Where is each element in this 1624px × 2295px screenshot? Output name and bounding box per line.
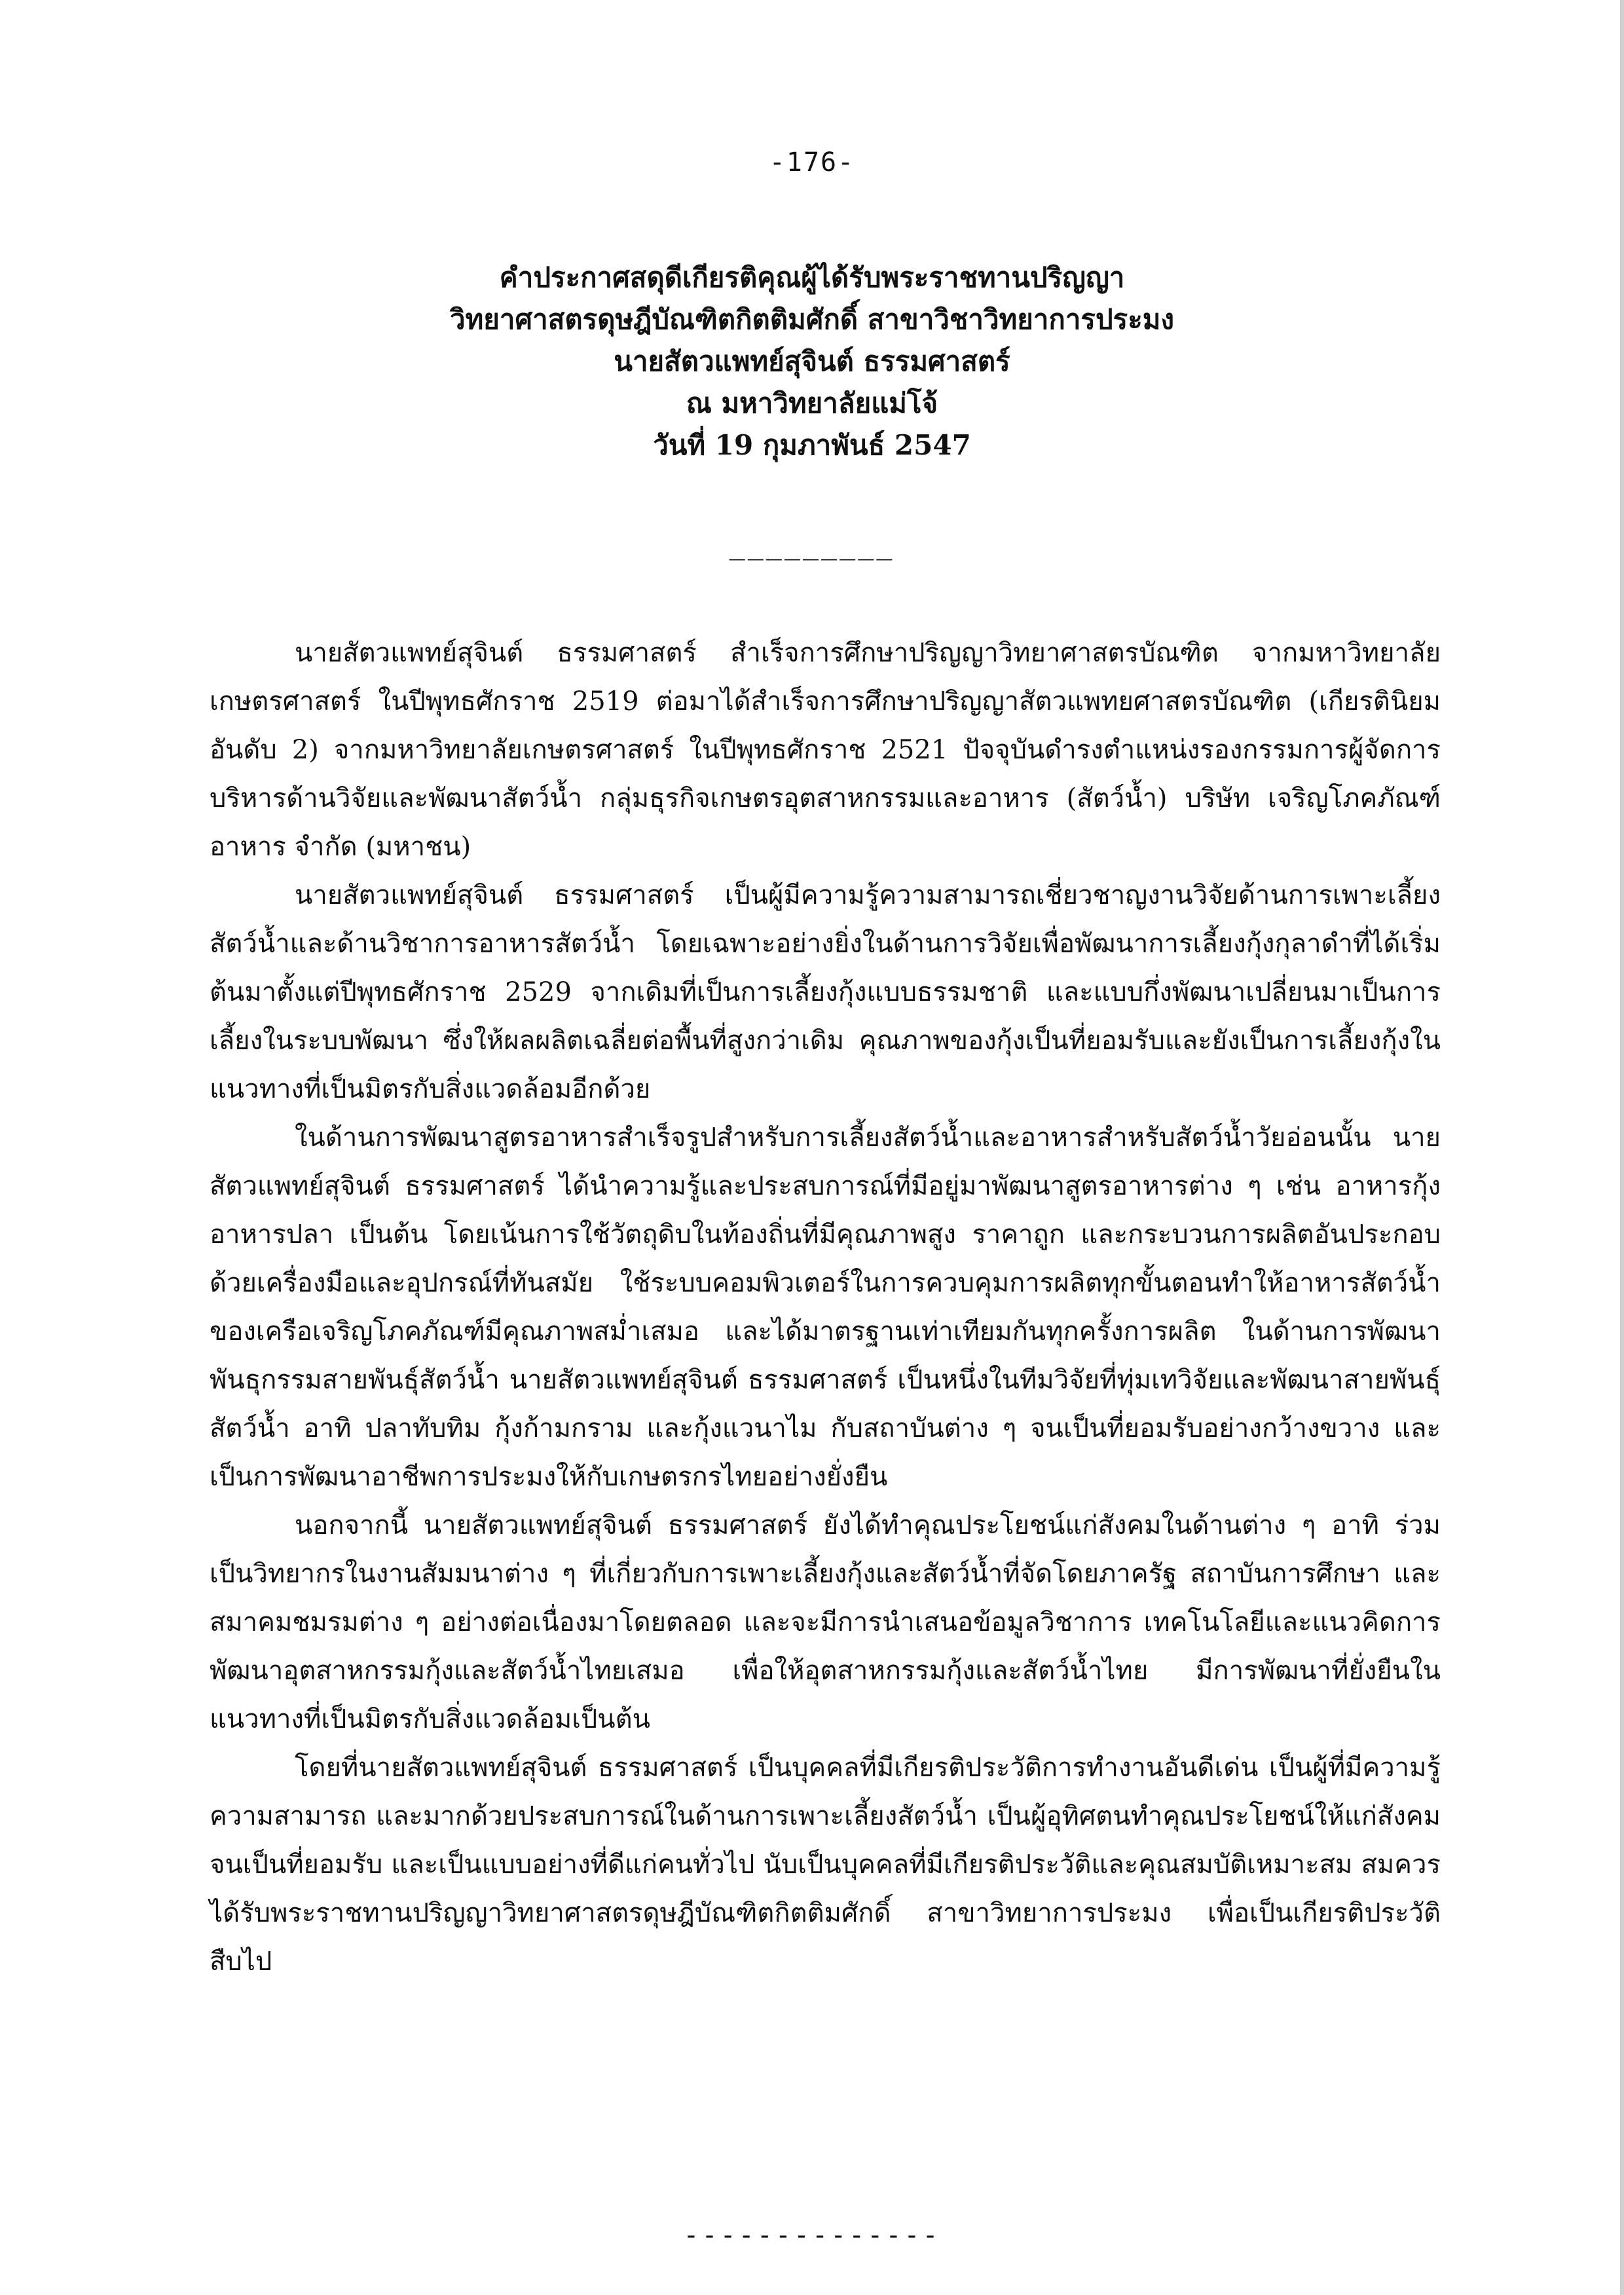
- paragraph-expertise: นายสัตวแพทย์สุจินต์ ธรรมศาสตร์ เป็นผู้มีความรู้ความสามารถเชี่ยวชาญงานวิจัยด้านการเพาะเลี้ยงสัตว์น้ำและด้านวิชาการอาหารสัตว์น้ำ โดยเฉพาะอย่างยิ่งในด้านการวิจัยเพื่อพัฒนาการเลี้ยงกุ้งกุลาดำที่ได้เริ่มต้นมาตั้งแต่ปีพุทธศักราช 2529 จากเดิมที่เป็นการเลี้ยงกุ้งแบบธรรมชาติ และแบบกึ่งพัฒนาเปลี่ยนมาเป็นการเลี้ยงในระบบพัฒนา ซึ่งให้ผลผลิตเฉลี่ยต่อพื้นที่สูงกว่าเดิม คุณภาพของกุ้งเป็นที่ยอมรับและยังเป็นการเลี้ยงกุ้งในแนวทางที่เป็นมิตรกับสิ่งแวดล้อมอีกด้วย: [210, 880, 1441, 1104]
- title-divider: _________: [729, 531, 895, 561]
- title-line-university: ณ มหาวิทยาลัยแม่โจ้: [686, 387, 938, 419]
- title-line-degree: วิทยาศาสตรดุษฎีบัณฑิตกิตติมศักดิ์ สาขาวิชาวิทยาการประมง: [450, 303, 1174, 335]
- document-title: [196, 257, 1428, 466]
- paragraph-social-contribution: นอกจากนี้ นายสัตวแพทย์สุจินต์ ธรรมศาสตร์ ยังได้ทำคุณประโยชน์แก่สังคมในด้านต่าง ๆ อาทิ ร่วมเป็นวิทยากรในงานสัมมนาต่าง ๆ ที่เกี่ยวกับการเพาะเลี้ยงกุ้งและสัตว์น้ำที่จัดโดยภาครัฐ สถาบันการศึกษา และสมาคมชมรมต่าง ๆ อย่างต่อเนื่องมาโดยตลอด และจะมีการนำเสนอข้อมูลวิชาการ เทคโนโลยีและแนวคิดการพัฒนาอุตสาหกรรมกุ้งและสัตว์น้ำไทยเสมอ เพื่อให้อุตสาหกรรมกุ้งและสัตว์น้ำไทย มีการพัฒนาที่ยั่งยืนในแนวทางที่เป็นมิตรกับสิ่งแวดล้อมเป็นต้น: [210, 1510, 1441, 1734]
- title-line-recipient: นายสัตวแพทย์สุจินต์ ธรรมศาสตร์: [614, 345, 1010, 377]
- end-divider: --------------: [683, 2220, 941, 2250]
- title-line-date: วันที่ 19 กุมภาพันธ์ 2547: [653, 429, 971, 461]
- scan-edge: [1620, 0, 1624, 2295]
- paragraph-feed-development: ในด้านการพัฒนาสูตรอาหารสำเร็จรูปสำหรับการเลี้ยงสัตว์น้ำและอาหารสำหรับสัตว์น้ำวัยอ่อนนั้น นายสัตวแพทย์สุจินต์ ธรรมศาสตร์ ได้นำความรู้และประสบการณ์ที่มีอยู่มาพัฒนาสูตรอาหารต่าง ๆ เช่น อาหารกุ้ง อาหารปลา เป็นต้น โดยเน้นการใช้วัตถุดิบในท้องถิ่นที่มีคุณภาพสูง ราคาถูก และกระบวนการผลิตอันประกอบด้วยเครื่องมือและอุปกรณ์ที่ทันสมัย ใช้ระบบคอมพิวเตอร์ในการควบคุมการผลิตทุกขั้นตอนทำให้อาหารสัตว์น้ำของเครือเจริญโภคภัณฑ์มีคุณภาพสม่ำเสมอ และได้มาตรฐานเท่าเทียมกันทุกครั้งการผลิต ในด้านการพัฒนาพันธุกรรมสายพันธุ์สัตว์น้ำ นายสัตวแพทย์สุจินต์ ธรรมศาสตร์ เป็นหนึ่งในทีมวิจัยที่ทุ่มเทวิจัยและพัฒนาสายพันธุ์สัตว์น้ำ อาทิ ปลาทับทิม กุ้งก้ามกราม และกุ้งแวนาไม กับสถาบันต่าง ๆ จนเป็นที่ยอมรับอย่างกว้างขวาง และเป็นการพัฒนาอาชีพการประมงให้กับเกษตรกรไทยอย่างยั่งยืน: [210, 1123, 1441, 1492]
- paragraph-education: นายสัตวแพทย์สุจินต์ ธรรมศาสตร์ สำเร็จการศึกษาปริญญาวิทยาศาสตรบัณฑิต จากมหาวิทยาลัยเกษตรศาสตร์ ในปีพุทธศักราช 2519 ต่อมาได้สำเร็จการศึกษาปริญญาสัตวแพทยศาสตรบัณฑิต (เกียรตินิยมอันดับ 2) จากมหาวิทยาลัยเกษตรศาสตร์ ในปีพุทธศักราช 2521 ปัจจุบันดำรงตำแหน่งรองกรรมการผู้จัดการบริหารด้านวิจัยและพัฒนาสัตว์น้ำ กลุ่มธุรกิจเกษตรอุตสาหกรรมและอาหาร (สัตว์น้ำ) บริษัท เจริญโภคภัณฑ์อาหาร จำกัด (มหาชน): [210, 638, 1441, 862]
- page-number: -176-: [769, 147, 855, 177]
- paragraph-conclusion: โดยที่นายสัตวแพทย์สุจินต์ ธรรมศาสตร์ เป็นบุคคลที่มีเกียรติประวัติการทำงานอันดีเด่น เป็นผู้ที่มีความรู้ความสามารถ และมากด้วยประสบการณ์ในด้านการเพาะเลี้ยงสัตว์น้ำ เป็นผู้อุทิศตนทำคุณประโยชน์ให้แก่สังคมจนเป็นที่ยอมรับ และเป็นแบบอย่างที่ดีแก่คนทั่วไป นับเป็นบุคคลที่มีเกียรติประวัติและคุณสมบัติเหมาะสม สมควรได้รับพระราชทานปริญญาวิทยาศาสตรดุษฎีบัณฑิตกิตติมศักดิ์ สาขาวิทยาการประมง เพื่อเป็นเกียรติประวัติสืบไป: [210, 1753, 1441, 1977]
- title-line-heading: คำประกาศสดุดีเกียรติคุณผู้ได้รับพระราชทานปริญญา: [499, 261, 1125, 293]
- body-text: [210, 629, 1441, 1986]
